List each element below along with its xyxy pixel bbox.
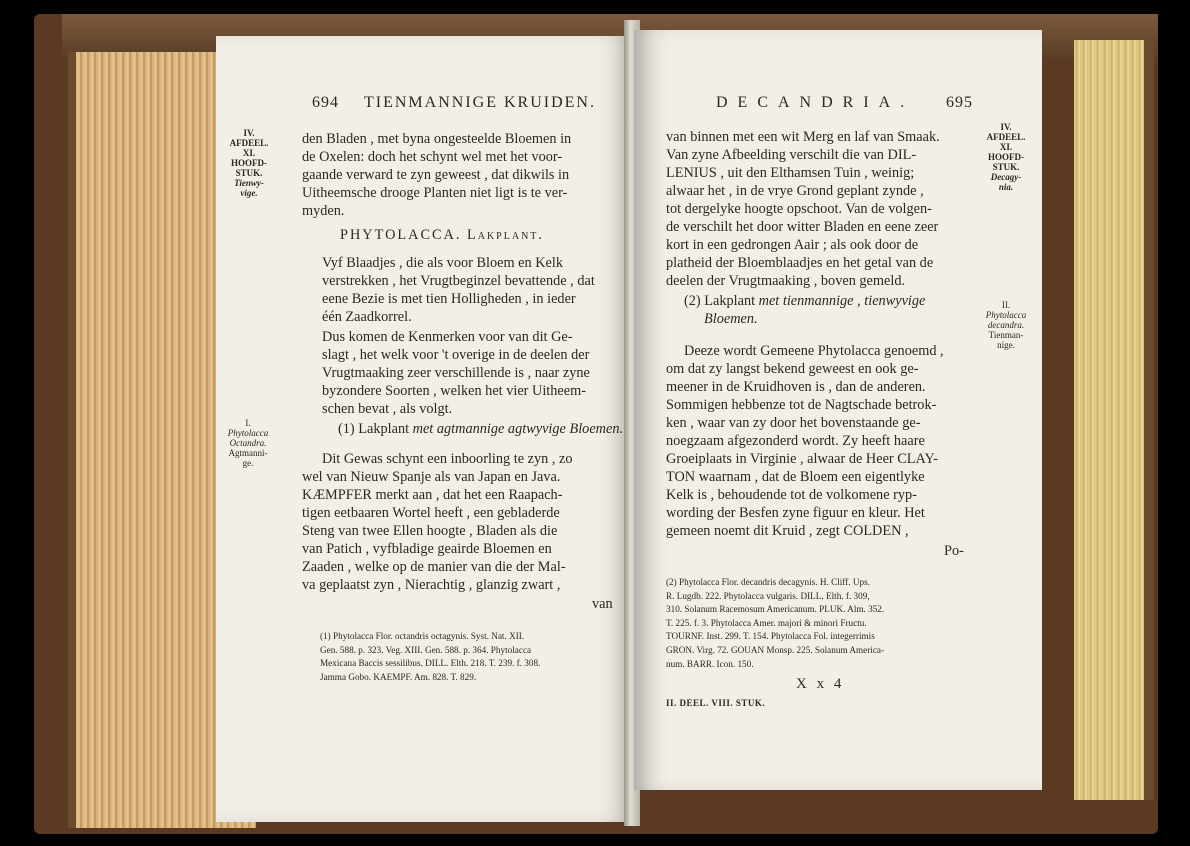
footnote-line: TOURNF. Inst. 299. T. 154. Phytolacca Fol. integerrimis — [666, 631, 875, 642]
text-line: Sommigen hebbenze tot de Nagtschade betrok- — [666, 397, 937, 413]
margin-line: Tienman- — [988, 330, 1024, 340]
text-line: Kelk is , behoudende tot de volkomene ryp- — [666, 487, 917, 503]
text-line: de Oxelen: doch het schynt wel met het voor- — [302, 149, 563, 165]
margin-line: HOOFD- — [231, 158, 267, 168]
species-description: met agtmannige agtwyvige Bloemen. — [412, 421, 624, 437]
species-heading-2 — [684, 292, 925, 328]
footnote-line: Mexicana Baccis sessilibus. DILL. Elth. 218. T. 239. f. 308. — [320, 658, 541, 669]
right-catchword: Po- — [944, 543, 964, 559]
margin-line: Decagy- — [990, 172, 1022, 182]
margin-line: IV. — [243, 128, 255, 138]
text-line: van binnen met een wit Merg en laf van Smaak. — [666, 129, 940, 145]
margin-line: vige. — [240, 188, 258, 198]
text-line: van Patich , vyfbladige geairde Bloemen en — [302, 541, 552, 557]
text-line: om dat zy langst bekend geweest en ook ge- — [666, 361, 919, 377]
margin-line: AFDEEL. — [229, 138, 269, 148]
footnote-line: (2) Phytolacca Flor. decandris decagynis. H. Cliff. Ups. — [666, 577, 870, 587]
right-paragraph — [666, 342, 944, 540]
left-paragraph-1 — [322, 254, 595, 326]
margin-line: ge. — [242, 458, 254, 468]
left-margin-chapter — [224, 128, 274, 198]
left-page-number: 694 — [312, 94, 339, 111]
margin-line: Phytolacca — [227, 428, 269, 438]
species-description: Bloemen. — [704, 311, 758, 327]
left-footnote — [320, 630, 540, 684]
text-line: Vrugtmaaking zeer verschillende is , naar zyne — [322, 365, 590, 381]
margin-line: nige. — [997, 340, 1015, 350]
margin-line: HOOFD- — [988, 152, 1024, 162]
text-line: Steng van twee Ellen hoogte , Bladen als die — [302, 523, 558, 539]
text-line: alwaar het , in de vrye Grond geplant zynde , — [666, 183, 924, 199]
margin-line: STUK. — [992, 162, 1020, 172]
text-line: verstrekken , het Vrugtbeginzel bevattende , dat — [322, 273, 595, 289]
volume-signature: II. DEEL. VIII. STUK. — [666, 698, 766, 708]
species-number: (2) Lakplant — [684, 293, 756, 309]
right-intro-text — [666, 128, 940, 290]
species-number: (1) Lakplant — [338, 421, 410, 437]
text-line: platheid der Bloemblaadjes en het getal van de — [666, 255, 934, 271]
text-line: myden. — [302, 203, 345, 219]
right-page-edges — [1074, 40, 1154, 800]
margin-line: AFDEEL. — [986, 132, 1026, 142]
margin-line: I. — [245, 418, 251, 428]
footnote-line: Gen. 588. p. 323. Veg. XIII. Gen. 588. p. 364. Phytolacca — [320, 644, 532, 655]
left-paragraph-3 — [302, 450, 573, 594]
text-line: Uitheemsche drooge Planten niet ligt is te ver- — [302, 185, 568, 201]
footnote-line: (1) Phytolacca Flor. octandris octagynis. Syst. Nat. XII. — [320, 631, 525, 641]
right-page — [634, 30, 1042, 790]
footnote-line: R. Lugdb. 222. Phytolacca vulgaris. DILL. Elth. f. 309, — [666, 590, 870, 601]
margin-line: STUK. — [235, 168, 263, 178]
footnote-line: num. BARR. Icon. 150. — [666, 658, 754, 669]
text-line: wel van Nieuw Spanje als van Japan en Java. — [302, 469, 561, 485]
left-catchword: van — [592, 596, 613, 612]
species-description: met tienmannige , tienwyvige — [758, 293, 926, 309]
text-line: va geplaatst zyn , Nierachtig , glanzig zwart , — [302, 577, 561, 593]
right-footnote — [666, 576, 884, 671]
text-line: schen bevat , als volgt. — [322, 401, 453, 417]
footnote-line: T. 225. f. 3. Phytolacca Amer. majori & minori Fructu. — [666, 617, 867, 628]
text-line: wording der Besfen zyne figuur en kleur. Het — [666, 505, 925, 521]
text-line: deelen der Vrugtmaaking , boven gemeld. — [666, 273, 906, 289]
left-running-title: TIENMANNIGE KRUIDEN. — [364, 94, 596, 111]
text-line: byzondere Soorten , welken het vier Uitheem- — [322, 383, 587, 399]
text-line: LENIUS , uit den Elthamsen Tuin , weinig; — [666, 165, 915, 181]
footnote-line: GRON. Virg. 72. GOUAN Monsp. 225. Solanum America- — [666, 644, 885, 655]
margin-line: nia. — [998, 182, 1014, 192]
text-line: den Bladen , met byna ongesteelde Bloemen in — [302, 131, 572, 147]
right-margin-species — [976, 300, 1036, 350]
text-line: tot dergelyke hoogte opschoot. Van de volgen- — [666, 201, 932, 217]
text-line: Dus komen de Kenmerken voor van dit Ge- — [322, 329, 573, 345]
footnote-line: 310. Solanum Racemosum Americanum. PLUK. Alm. 352. — [666, 604, 885, 615]
text-line: de verschilt het door witter Bladen en eene zeer — [666, 219, 939, 235]
text-line: tigen eetbaaren Wortel heeft , een gebladerde — [302, 505, 560, 521]
right-page-number: 695 — [946, 94, 973, 111]
section-heading: PHYTOLACCA. Lakplant. — [340, 227, 544, 243]
margin-line: decandra. — [987, 320, 1025, 330]
text-line: Deeze wordt Gemeene Phytolacca genoemd , — [684, 343, 944, 359]
left-intro-text — [302, 130, 571, 220]
margin-line: Tienwy- — [234, 178, 264, 188]
printer-signature: X x 4 — [796, 676, 845, 692]
margin-line: Agtmanni- — [228, 448, 268, 458]
text-line: eene Bezie is met tien Holligheden , in ieder — [322, 291, 576, 307]
text-line: gemeen noemt dit Kruid , zegt COLDEN , — [666, 523, 909, 539]
text-line: ken , waar van zy door het bovenstaande ge- — [666, 415, 921, 431]
text-line: Groeiplaats in Virginie , alwaar de Heer CLAY- — [666, 451, 939, 467]
margin-line: Octandra. — [229, 438, 267, 448]
text-line: slagt , het welk voor 't overige in de deelen der — [322, 347, 590, 363]
text-line: kort in een gedrongen Aair ; als ook door de — [666, 237, 919, 253]
right-running-title: DECANDRIA. — [716, 94, 915, 111]
text-line: noegzaam afgezonderd wordt. Zy heeft haare — [666, 433, 925, 449]
footnote-line: Jamma Gobo. KAEMPF. Am. 828. T. 829. — [320, 671, 477, 682]
left-page — [216, 36, 632, 822]
margin-line: XI. — [242, 148, 256, 158]
right-margin-chapter — [976, 122, 1036, 192]
text-line: Vyf Blaadjes , die als voor Bloem en Kelk — [322, 255, 564, 271]
margin-line: IV. — [1000, 122, 1012, 132]
text-line: gaande verward te zyn geweest , dat dikwils in — [302, 167, 570, 183]
text-line: KÆMPFER merkt aan , dat het een Raapach- — [302, 487, 563, 503]
left-margin-species — [220, 418, 276, 468]
text-line: Van zyne Afbeelding verschilt die van DIL- — [666, 147, 917, 163]
text-line: Zaaden , welke op de manier van die der Mal- — [302, 559, 566, 575]
text-line: TON waarnam , dat de Bloem een eigentlyke — [666, 469, 925, 485]
species-heading-1 — [338, 420, 623, 438]
margin-line: Phytolacca — [985, 310, 1027, 320]
text-line: Dit Gewas schynt een inboorling te zyn , zo — [322, 451, 573, 467]
left-paragraph-2 — [322, 328, 590, 418]
text-line: meener in de Kruidhoven is , dan de anderen. — [666, 379, 926, 395]
margin-line: II. — [1001, 300, 1011, 310]
margin-line: XI. — [999, 142, 1013, 152]
text-line: één Zaadkorrel. — [322, 309, 412, 325]
